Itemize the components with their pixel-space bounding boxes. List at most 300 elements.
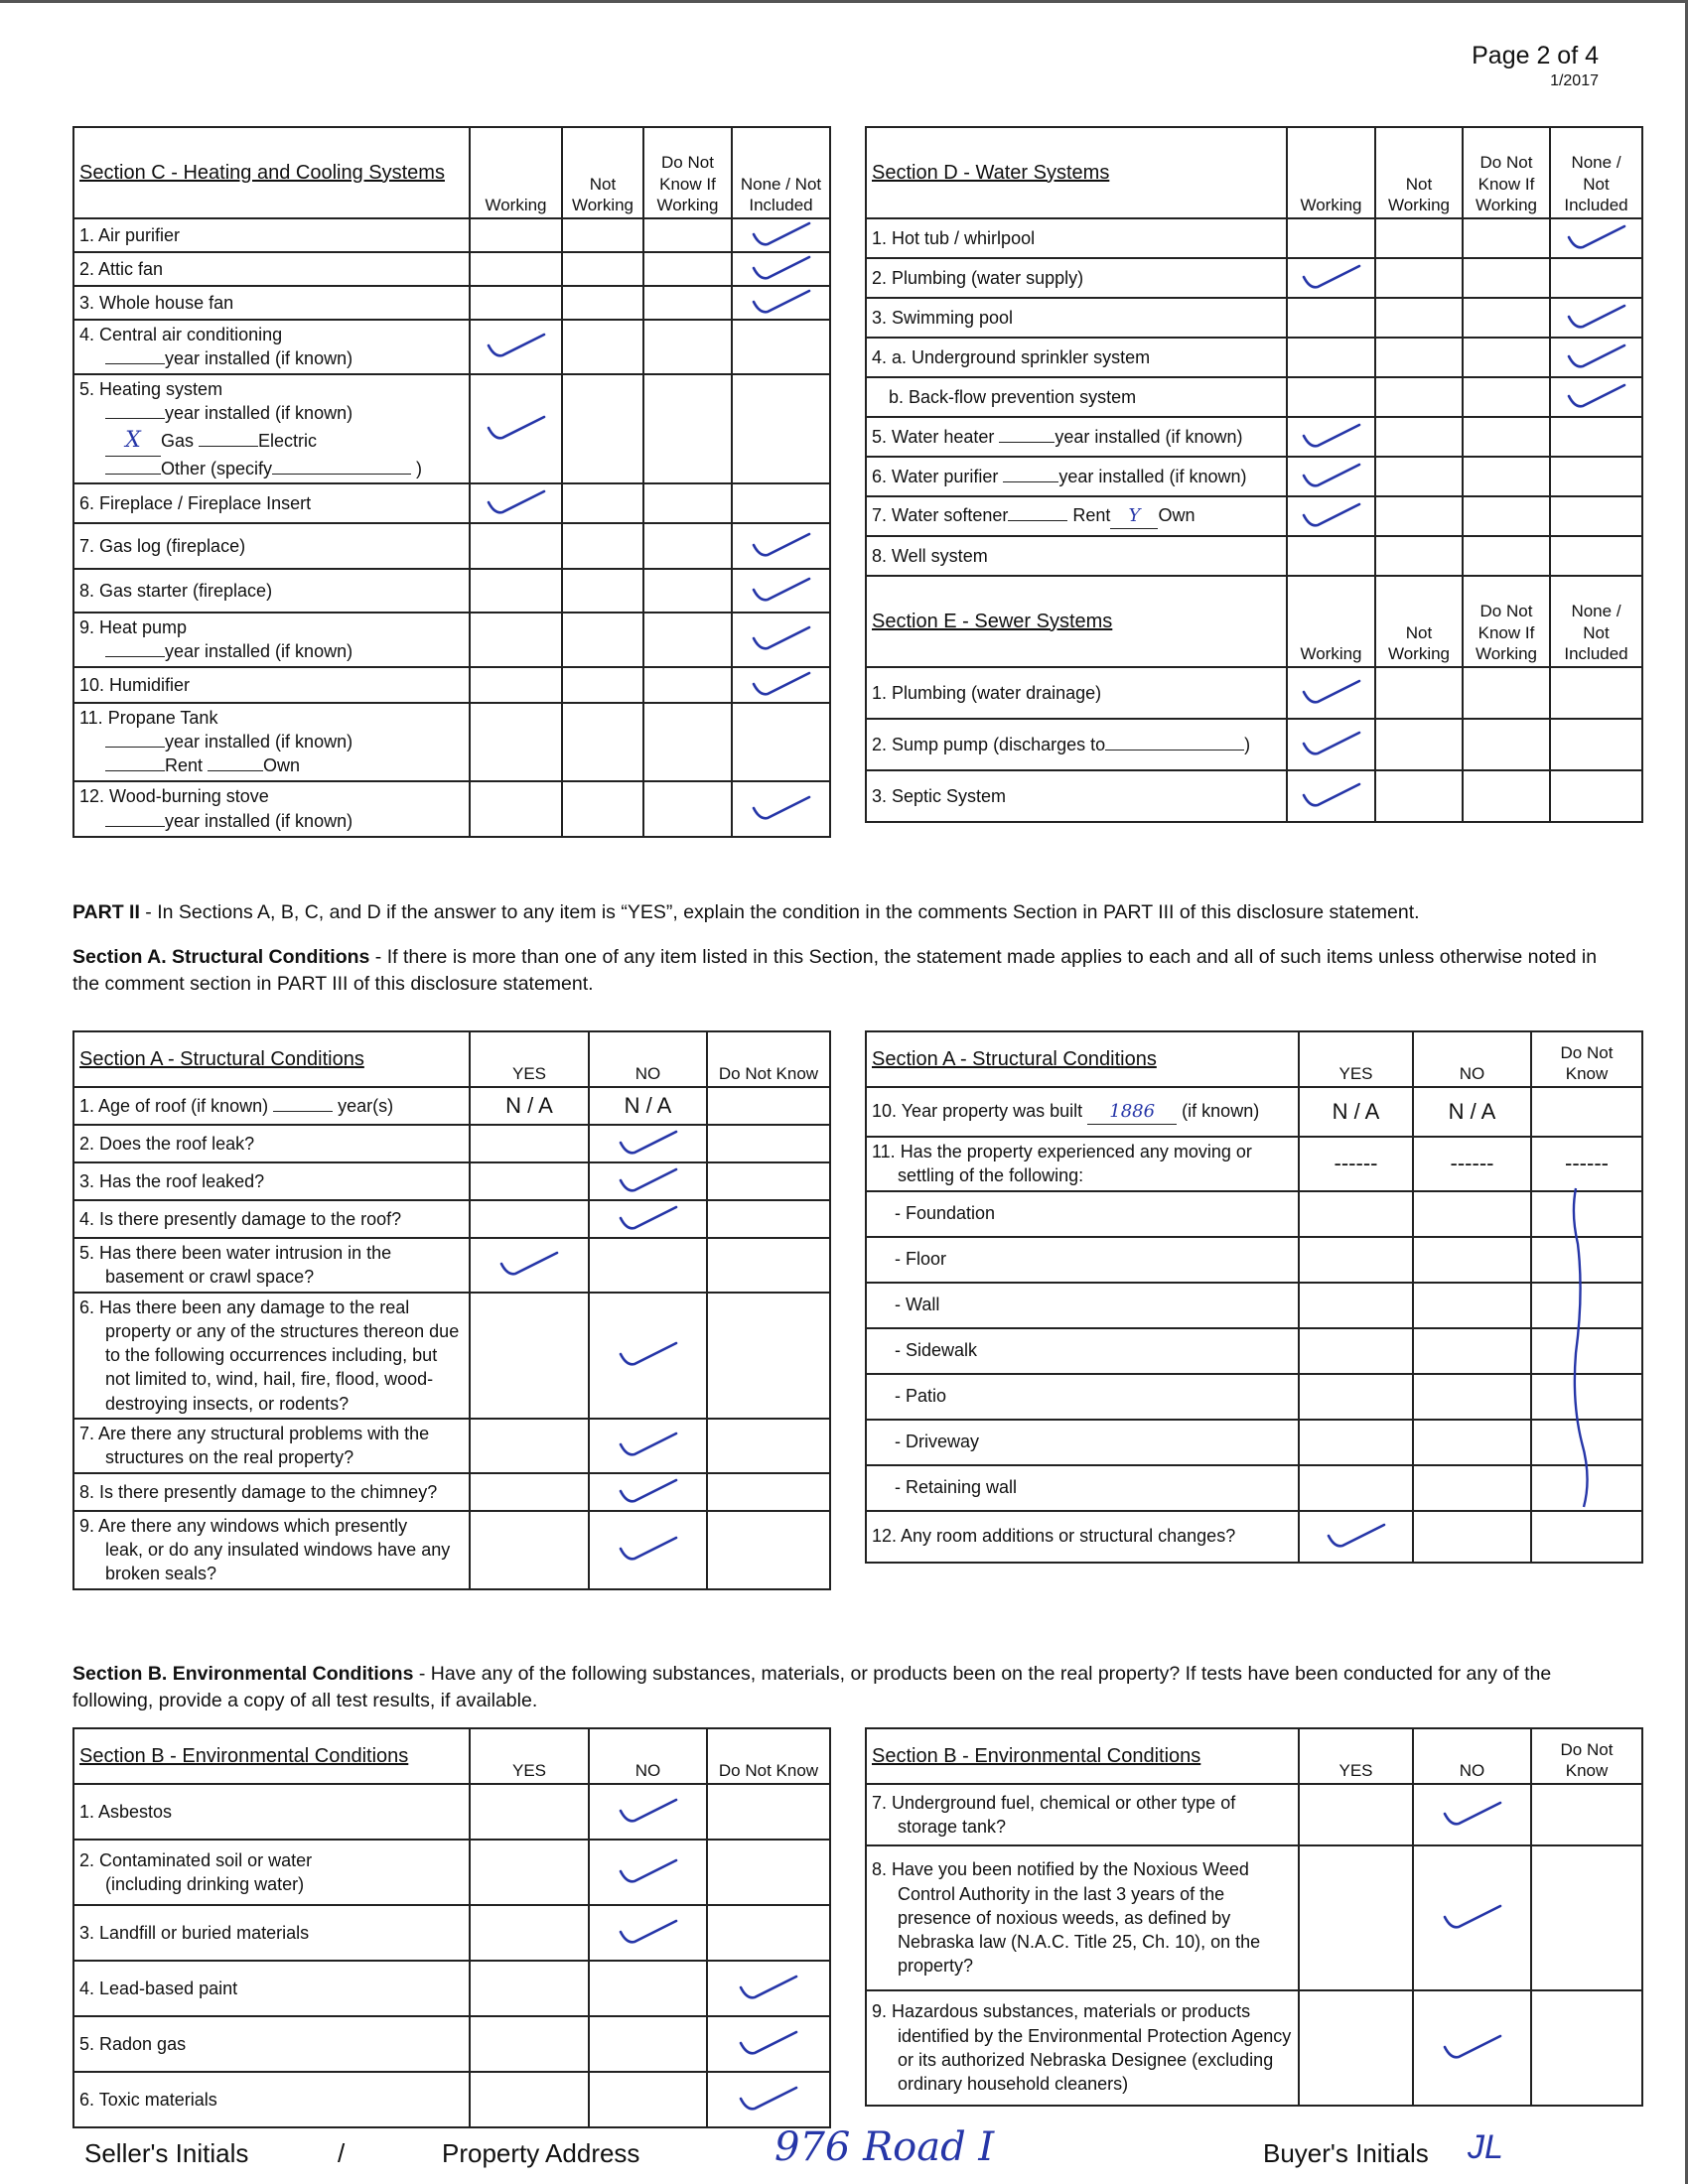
answer-cell[interactable]	[1287, 719, 1375, 770]
if-known-label: (if known)	[1182, 1100, 1260, 1121]
answer-cell[interactable]	[707, 1473, 830, 1511]
answer-cell[interactable]	[562, 569, 643, 613]
answer-cell[interactable]	[1287, 417, 1375, 457]
answer-cell[interactable]	[707, 1961, 830, 2016]
answer-cell[interactable]	[1550, 496, 1642, 536]
answer-cell[interactable]	[1299, 1420, 1413, 1465]
item-label: 2. Attic fan	[79, 258, 164, 279]
answer-cell[interactable]	[707, 1511, 830, 1589]
blank-line[interactable]	[105, 826, 165, 827]
answer-cell[interactable]	[1550, 719, 1642, 770]
answer-cell[interactable]	[1413, 1511, 1531, 1563]
blank-line[interactable]	[105, 747, 165, 748]
answer-cell[interactable]	[589, 1840, 707, 1905]
answer-cell[interactable]	[643, 286, 732, 320]
answer-cell[interactable]	[1531, 1087, 1642, 1137]
table-row	[866, 1283, 1642, 1328]
answer-cell[interactable]	[1413, 1191, 1531, 1237]
checkmark-icon	[590, 1841, 706, 1904]
answer-cell[interactable]	[643, 374, 732, 484]
col-working: Working	[1287, 576, 1375, 667]
table-row	[866, 1420, 1642, 1465]
answer-cell[interactable]	[1299, 1784, 1413, 1845]
table-row	[73, 1784, 830, 1840]
answer-cell[interactable]	[643, 320, 732, 374]
answer-cell[interactable]	[707, 1162, 830, 1200]
item-label: 8. Have you been notified by the Noxious Weed	[872, 1859, 1249, 1880]
wavy-line-mark	[1570, 1184, 1610, 1512]
own-label: Own	[263, 755, 301, 776]
answer-cell[interactable]	[470, 2016, 589, 2072]
answer-cell[interactable]	[732, 286, 830, 320]
item-continuation: leak, or do any insulated windows have any broken seals?	[105, 1539, 451, 1584]
checkmark-icon	[590, 1420, 706, 1472]
section-b-left-table	[72, 1727, 831, 2128]
answer-cell[interactable]	[643, 613, 732, 667]
page-top-edge	[0, 0, 1688, 3]
answer-cell[interactable]	[1413, 1283, 1531, 1328]
answer-cell[interactable]	[562, 667, 643, 703]
checkmark-icon	[1551, 339, 1641, 376]
item-label: 3. Swimming pool	[872, 307, 1014, 328]
answer-cell[interactable]	[470, 2072, 589, 2127]
answer-cell[interactable]	[643, 483, 732, 523]
answer-cell[interactable]	[1287, 377, 1375, 417]
row-label	[73, 523, 470, 569]
table-row	[866, 1087, 1642, 1137]
answer-cell[interactable]	[1299, 1137, 1413, 1191]
year-label: year installed (if known)	[165, 810, 353, 831]
answer-cell[interactable]	[707, 1200, 830, 1238]
answer-cell[interactable]	[643, 667, 732, 703]
table-row	[866, 457, 1642, 496]
table-row	[73, 1200, 830, 1238]
table-row	[866, 1191, 1642, 1237]
row-label	[73, 1200, 470, 1238]
answer-cell[interactable]	[1463, 496, 1550, 536]
answer-cell[interactable]	[1299, 1283, 1413, 1328]
answer-cell[interactable]	[1375, 457, 1463, 496]
no-value: N / A	[624, 1093, 672, 1118]
year-built-value: 1886	[1109, 1100, 1156, 1122]
answer-cell[interactable]	[1531, 1191, 1642, 1237]
blank-line[interactable]	[1105, 750, 1244, 751]
blank-line[interactable]	[1008, 520, 1067, 521]
answer-cell[interactable]	[1299, 1237, 1413, 1283]
blank-line[interactable]	[105, 425, 161, 457]
answer-cell[interactable]	[707, 1784, 830, 1840]
item-label: 9. Hazardous substances, materials or products	[872, 2001, 1251, 2022]
table-row	[73, 613, 830, 667]
table-row	[866, 1374, 1642, 1420]
table-row	[866, 770, 1642, 822]
checkmark-icon	[590, 1294, 706, 1418]
answer-cell[interactable]	[470, 1238, 589, 1293]
checkmark-icon	[471, 1239, 588, 1292]
answer-cell[interactable]	[1375, 338, 1463, 377]
col-none: None / Not Included	[1550, 576, 1642, 667]
checkmark-icon	[590, 1512, 706, 1588]
answer-cell[interactable]	[470, 613, 562, 667]
answer-cell[interactable]	[1375, 667, 1463, 719]
answer-cell[interactable]	[707, 1840, 830, 1905]
answer-cell[interactable]	[1550, 377, 1642, 417]
answer-cell[interactable]	[643, 569, 732, 613]
answer-cell[interactable]	[1463, 258, 1550, 298]
answer-cell[interactable]	[1550, 417, 1642, 457]
answer-cell[interactable]	[1413, 1237, 1531, 1283]
answer-cell[interactable]	[1550, 218, 1642, 258]
answer-cell[interactable]	[707, 1419, 830, 1473]
checkmark-icon	[1288, 418, 1374, 456]
row-label	[73, 1293, 470, 1419]
answer-cell[interactable]	[470, 1293, 589, 1419]
answer-cell[interactable]	[562, 483, 643, 523]
col-no: NO	[589, 1031, 707, 1087]
table-row	[866, 1784, 1642, 1845]
answer-cell[interactable]	[470, 1473, 589, 1511]
answer-cell[interactable]	[1463, 417, 1550, 457]
answer-cell[interactable]	[1463, 719, 1550, 770]
answer-cell[interactable]	[470, 1784, 589, 1840]
checkmark-icon	[733, 253, 829, 285]
item-label: 10. Humidifier	[79, 674, 191, 695]
year-label: year installed (if known)	[165, 641, 353, 662]
answer-cell[interactable]	[1413, 1990, 1531, 2106]
answer-cell[interactable]	[589, 1200, 707, 1238]
item-label: 7. Gas log (fireplace)	[79, 536, 246, 557]
section-b-title: Section B - Environmental Conditions	[73, 1728, 470, 1784]
table-row	[866, 496, 1642, 536]
answer-cell[interactable]	[732, 667, 830, 703]
answer-cell[interactable]	[1550, 338, 1642, 377]
table-row	[73, 1840, 830, 1905]
answer-cell[interactable]	[1375, 258, 1463, 298]
answer-cell[interactable]	[1463, 667, 1550, 719]
property-address-label: Property Address	[442, 2138, 640, 2168]
table-row	[866, 258, 1642, 298]
row-label	[866, 218, 1287, 258]
answer-cell[interactable]	[470, 667, 562, 703]
section-a-title: Section A - Structural Conditions	[73, 1031, 470, 1087]
answer-cell[interactable]	[1299, 1990, 1413, 2106]
checkmark-icon	[590, 1474, 706, 1510]
item-label: 8. Gas starter (fireplace)	[79, 581, 273, 602]
answer-cell[interactable]	[1287, 667, 1375, 719]
row-label	[73, 252, 470, 286]
answer-cell[interactable]	[1287, 496, 1375, 536]
answer-cell[interactable]	[1413, 1420, 1531, 1465]
answer-cell[interactable]	[732, 703, 830, 781]
answer-cell[interactable]	[643, 218, 732, 252]
item-label: 1. Age of roof (if known)	[79, 1095, 269, 1116]
answer-cell[interactable]	[1531, 1990, 1642, 2106]
answer-cell[interactable]	[732, 613, 830, 667]
answer-cell[interactable]	[589, 1419, 707, 1473]
col-yes: YES	[470, 1728, 589, 1784]
answer-cell[interactable]	[707, 2072, 830, 2127]
answer-cell[interactable]	[589, 2072, 707, 2127]
answer-cell[interactable]	[470, 1200, 589, 1238]
year-label: year installed (if known)	[165, 348, 353, 369]
part-ii-intro: PART II - In Sections A, B, C, and D if the answer to any item is “YES”, explain the condition in the comments Section in PART III of this disclosure statement.	[72, 901, 1420, 923]
answer-cell[interactable]	[589, 1125, 707, 1162]
row-label	[866, 770, 1287, 822]
answer-cell[interactable]	[1463, 218, 1550, 258]
answer-cell[interactable]	[562, 703, 643, 781]
answer-cell[interactable]	[732, 252, 830, 286]
answer-cell[interactable]	[1550, 770, 1642, 822]
table-row	[866, 1990, 1642, 2106]
blank-line[interactable]	[999, 442, 1055, 443]
answer-cell[interactable]	[1375, 536, 1463, 576]
answer-cell[interactable]	[1375, 719, 1463, 770]
answer-cell[interactable]	[1287, 258, 1375, 298]
checkmark-icon	[733, 614, 829, 666]
item-label: 7. Underground fuel, chemical or other type of	[872, 1792, 1236, 1813]
answer-cell[interactable]	[707, 1293, 830, 1419]
answer-cell[interactable]	[1531, 1784, 1642, 1845]
answer-cell[interactable]	[1299, 1328, 1413, 1374]
answer-cell[interactable]	[643, 523, 732, 569]
answer-cell[interactable]	[589, 1087, 707, 1125]
item-label: 4. Is there presently damage to the roof?	[79, 1208, 402, 1229]
col-dont-know: Do Not Know	[1531, 1031, 1642, 1087]
answer-cell[interactable]	[1299, 1191, 1413, 1237]
no-value: N / A	[1448, 1099, 1496, 1124]
dash-value: ------	[1565, 1151, 1609, 1176]
table-row	[866, 377, 1642, 417]
section-c-table	[72, 126, 831, 838]
answer-cell[interactable]	[589, 1905, 707, 1961]
blank-line[interactable]	[105, 770, 165, 771]
answer-cell[interactable]	[1375, 770, 1463, 822]
answer-cell[interactable]	[1413, 1137, 1531, 1191]
answer-cell[interactable]	[1550, 258, 1642, 298]
answer-cell[interactable]	[643, 781, 732, 837]
answer-cell[interactable]	[1413, 1465, 1531, 1511]
col-dont-know: Do Not Know If Working	[1463, 576, 1550, 667]
blank-line[interactable]	[105, 418, 165, 419]
answer-cell[interactable]	[1463, 770, 1550, 822]
answer-cell[interactable]	[1463, 298, 1550, 338]
blank-line[interactable]	[199, 446, 258, 447]
item-label: 5. Heating system	[79, 378, 223, 399]
section-b-intro: Section B. Environmental Conditions - Have any of the following substances, materials, or products been on the real property? If tests have been conducted for any of the following, provide a copy of all test results, if available.	[72, 1663, 1552, 1712]
answer-cell[interactable]	[470, 218, 562, 252]
answer-cell[interactable]	[470, 320, 562, 374]
item-label: b. Back-flow prevention system	[889, 386, 1137, 407]
answer-cell[interactable]	[1287, 457, 1375, 496]
blank-line[interactable]	[105, 656, 165, 657]
checkmark-icon	[1288, 668, 1374, 718]
answer-cell[interactable]	[470, 1125, 589, 1162]
answer-cell[interactable]	[1287, 298, 1375, 338]
row-label: 5. Heating system year installed (if known) X Gas Electric Other (specify )	[73, 374, 470, 484]
answer-cell[interactable]	[1375, 298, 1463, 338]
dash-value: ------	[1334, 1151, 1378, 1176]
blank-line[interactable]	[1003, 481, 1058, 482]
answer-cell[interactable]	[470, 1162, 589, 1200]
answer-cell[interactable]	[707, 1087, 830, 1125]
item-continuation: structures on the real property?	[105, 1447, 354, 1468]
item-label: 6. Fireplace / Fireplace Insert	[79, 493, 312, 514]
answer-cell[interactable]	[1531, 1511, 1642, 1563]
answer-cell[interactable]	[707, 2016, 830, 2072]
blank-line[interactable]	[273, 1111, 333, 1112]
answer-cell[interactable]	[470, 286, 562, 320]
checkmark-icon	[590, 1201, 706, 1237]
answer-cell[interactable]	[707, 1238, 830, 1293]
answer-cell[interactable]	[589, 1784, 707, 1840]
blank-line[interactable]	[1110, 503, 1158, 529]
answer-cell[interactable]	[1531, 1845, 1642, 1990]
answer-cell[interactable]	[1375, 218, 1463, 258]
item-label: 10. Year property was built	[872, 1100, 1083, 1121]
answer-cell[interactable]	[1299, 1087, 1413, 1137]
item-label: 8. Well system	[872, 545, 988, 566]
answer-cell[interactable]	[1375, 496, 1463, 536]
checkmark-icon	[1414, 1991, 1530, 2105]
answer-cell[interactable]	[1463, 377, 1550, 417]
answer-cell[interactable]	[470, 1419, 589, 1473]
answer-cell[interactable]	[1413, 1328, 1531, 1374]
answer-cell[interactable]	[1463, 338, 1550, 377]
answer-cell[interactable]	[732, 781, 830, 837]
table-row	[866, 1137, 1642, 1191]
section-a-title: Section A - Structural Conditions	[866, 1031, 1299, 1087]
item-label: 11. Has the property experienced any moving or	[872, 1142, 1252, 1161]
answer-cell[interactable]	[589, 1293, 707, 1419]
answer-cell[interactable]	[1463, 457, 1550, 496]
checkmark-icon	[733, 524, 829, 568]
property-address-value[interactable]: 976 Road I	[774, 2124, 995, 2170]
answer-cell[interactable]	[470, 1905, 589, 1961]
answer-cell[interactable]	[707, 1905, 830, 1961]
row-label	[866, 1191, 1299, 1237]
buyer-initials-value[interactable]: JL	[1468, 2128, 1503, 2166]
answer-cell[interactable]	[470, 1840, 589, 1905]
answer-cell[interactable]	[470, 252, 562, 286]
answer-cell[interactable]	[1287, 218, 1375, 258]
answer-cell[interactable]	[1463, 536, 1550, 576]
answer-cell[interactable]	[562, 613, 643, 667]
answer-cell[interactable]	[1413, 1845, 1531, 1990]
answer-cell[interactable]	[1299, 1511, 1413, 1563]
answer-cell[interactable]	[589, 1162, 707, 1200]
answer-cell[interactable]	[1299, 1465, 1413, 1511]
answer-cell[interactable]	[1299, 1374, 1413, 1420]
checkmark-icon	[1288, 720, 1374, 769]
blank-line[interactable]	[1087, 1099, 1177, 1125]
answer-cell[interactable]	[562, 523, 643, 569]
answer-cell[interactable]	[470, 483, 562, 523]
answer-cell[interactable]	[1287, 338, 1375, 377]
answer-cell[interactable]	[1550, 298, 1642, 338]
section-d-table	[865, 126, 1643, 823]
answer-cell[interactable]	[562, 252, 643, 286]
answer-cell[interactable]	[1287, 770, 1375, 822]
item-label: 12. Wood-burning stove	[79, 786, 269, 807]
answer-cell[interactable]	[589, 1511, 707, 1589]
answer-cell[interactable]	[589, 1473, 707, 1511]
table-row	[73, 1125, 830, 1162]
checkmark-icon	[471, 375, 561, 483]
answer-cell[interactable]	[470, 1511, 589, 1589]
item-label: 3. Septic System	[872, 785, 1007, 806]
col-dont-know: Do Not Know	[1531, 1728, 1642, 1784]
item-label: - Sidewalk	[895, 1340, 978, 1361]
answer-cell[interactable]	[732, 320, 830, 374]
answer-cell[interactable]	[562, 218, 643, 252]
answer-cell[interactable]	[707, 1125, 830, 1162]
col-no: NO	[589, 1728, 707, 1784]
answer-cell[interactable]	[732, 569, 830, 613]
answer-cell[interactable]	[1550, 667, 1642, 719]
answer-cell[interactable]	[470, 1087, 589, 1125]
answer-cell[interactable]	[1550, 536, 1642, 576]
blank-line[interactable]	[208, 770, 263, 771]
row-label	[866, 719, 1287, 770]
answer-cell[interactable]	[1413, 1374, 1531, 1420]
answer-cell[interactable]	[643, 252, 732, 286]
section-e-title-text: Section E - Sewer Systems	[872, 610, 1113, 632]
dash-value: ------	[1450, 1151, 1494, 1176]
answer-cell[interactable]	[732, 523, 830, 569]
answer-cell[interactable]	[470, 569, 562, 613]
answer-cell[interactable]	[589, 1238, 707, 1293]
answer-cell[interactable]	[562, 320, 643, 374]
table-row	[866, 1465, 1642, 1511]
answer-cell[interactable]	[1531, 1137, 1642, 1191]
year-label: year installed (if known)	[165, 402, 353, 423]
answer-cell[interactable]	[562, 286, 643, 320]
answer-cell[interactable]	[1413, 1087, 1531, 1137]
answer-cell[interactable]	[1287, 536, 1375, 576]
blank-line[interactable]	[105, 363, 165, 364]
answer-cell[interactable]	[470, 1961, 589, 2016]
table-row	[73, 252, 830, 286]
answer-cell[interactable]	[732, 374, 830, 484]
answer-cell[interactable]	[1299, 1845, 1413, 1990]
answer-cell[interactable]	[643, 703, 732, 781]
blank-line[interactable]	[105, 474, 161, 475]
answer-cell[interactable]	[589, 1961, 707, 2016]
seller-initials-label: Seller's Initials	[84, 2138, 249, 2168]
section-b-title: Section B - Environmental Conditions	[866, 1728, 1299, 1784]
answer-cell[interactable]	[562, 781, 643, 837]
answer-cell[interactable]	[732, 483, 830, 523]
answer-cell[interactable]	[470, 374, 562, 484]
table-row	[73, 2072, 830, 2127]
answer-cell[interactable]	[1375, 377, 1463, 417]
blank-line[interactable]	[272, 474, 411, 475]
answer-cell[interactable]	[589, 2016, 707, 2072]
answer-cell[interactable]	[470, 703, 562, 781]
answer-cell[interactable]	[562, 374, 643, 484]
row-label	[73, 286, 470, 320]
answer-cell[interactable]	[470, 781, 562, 837]
col-dont-know: Do Not Know If Working	[1463, 127, 1550, 218]
col-dont-know: Do Not Know	[707, 1728, 830, 1784]
col-yes: YES	[470, 1031, 589, 1087]
answer-cell[interactable]	[732, 218, 830, 252]
answer-cell[interactable]	[1413, 1784, 1531, 1845]
answer-cell[interactable]	[1550, 457, 1642, 496]
answer-cell[interactable]	[1375, 417, 1463, 457]
table-row	[866, 218, 1642, 258]
answer-cell[interactable]	[470, 523, 562, 569]
